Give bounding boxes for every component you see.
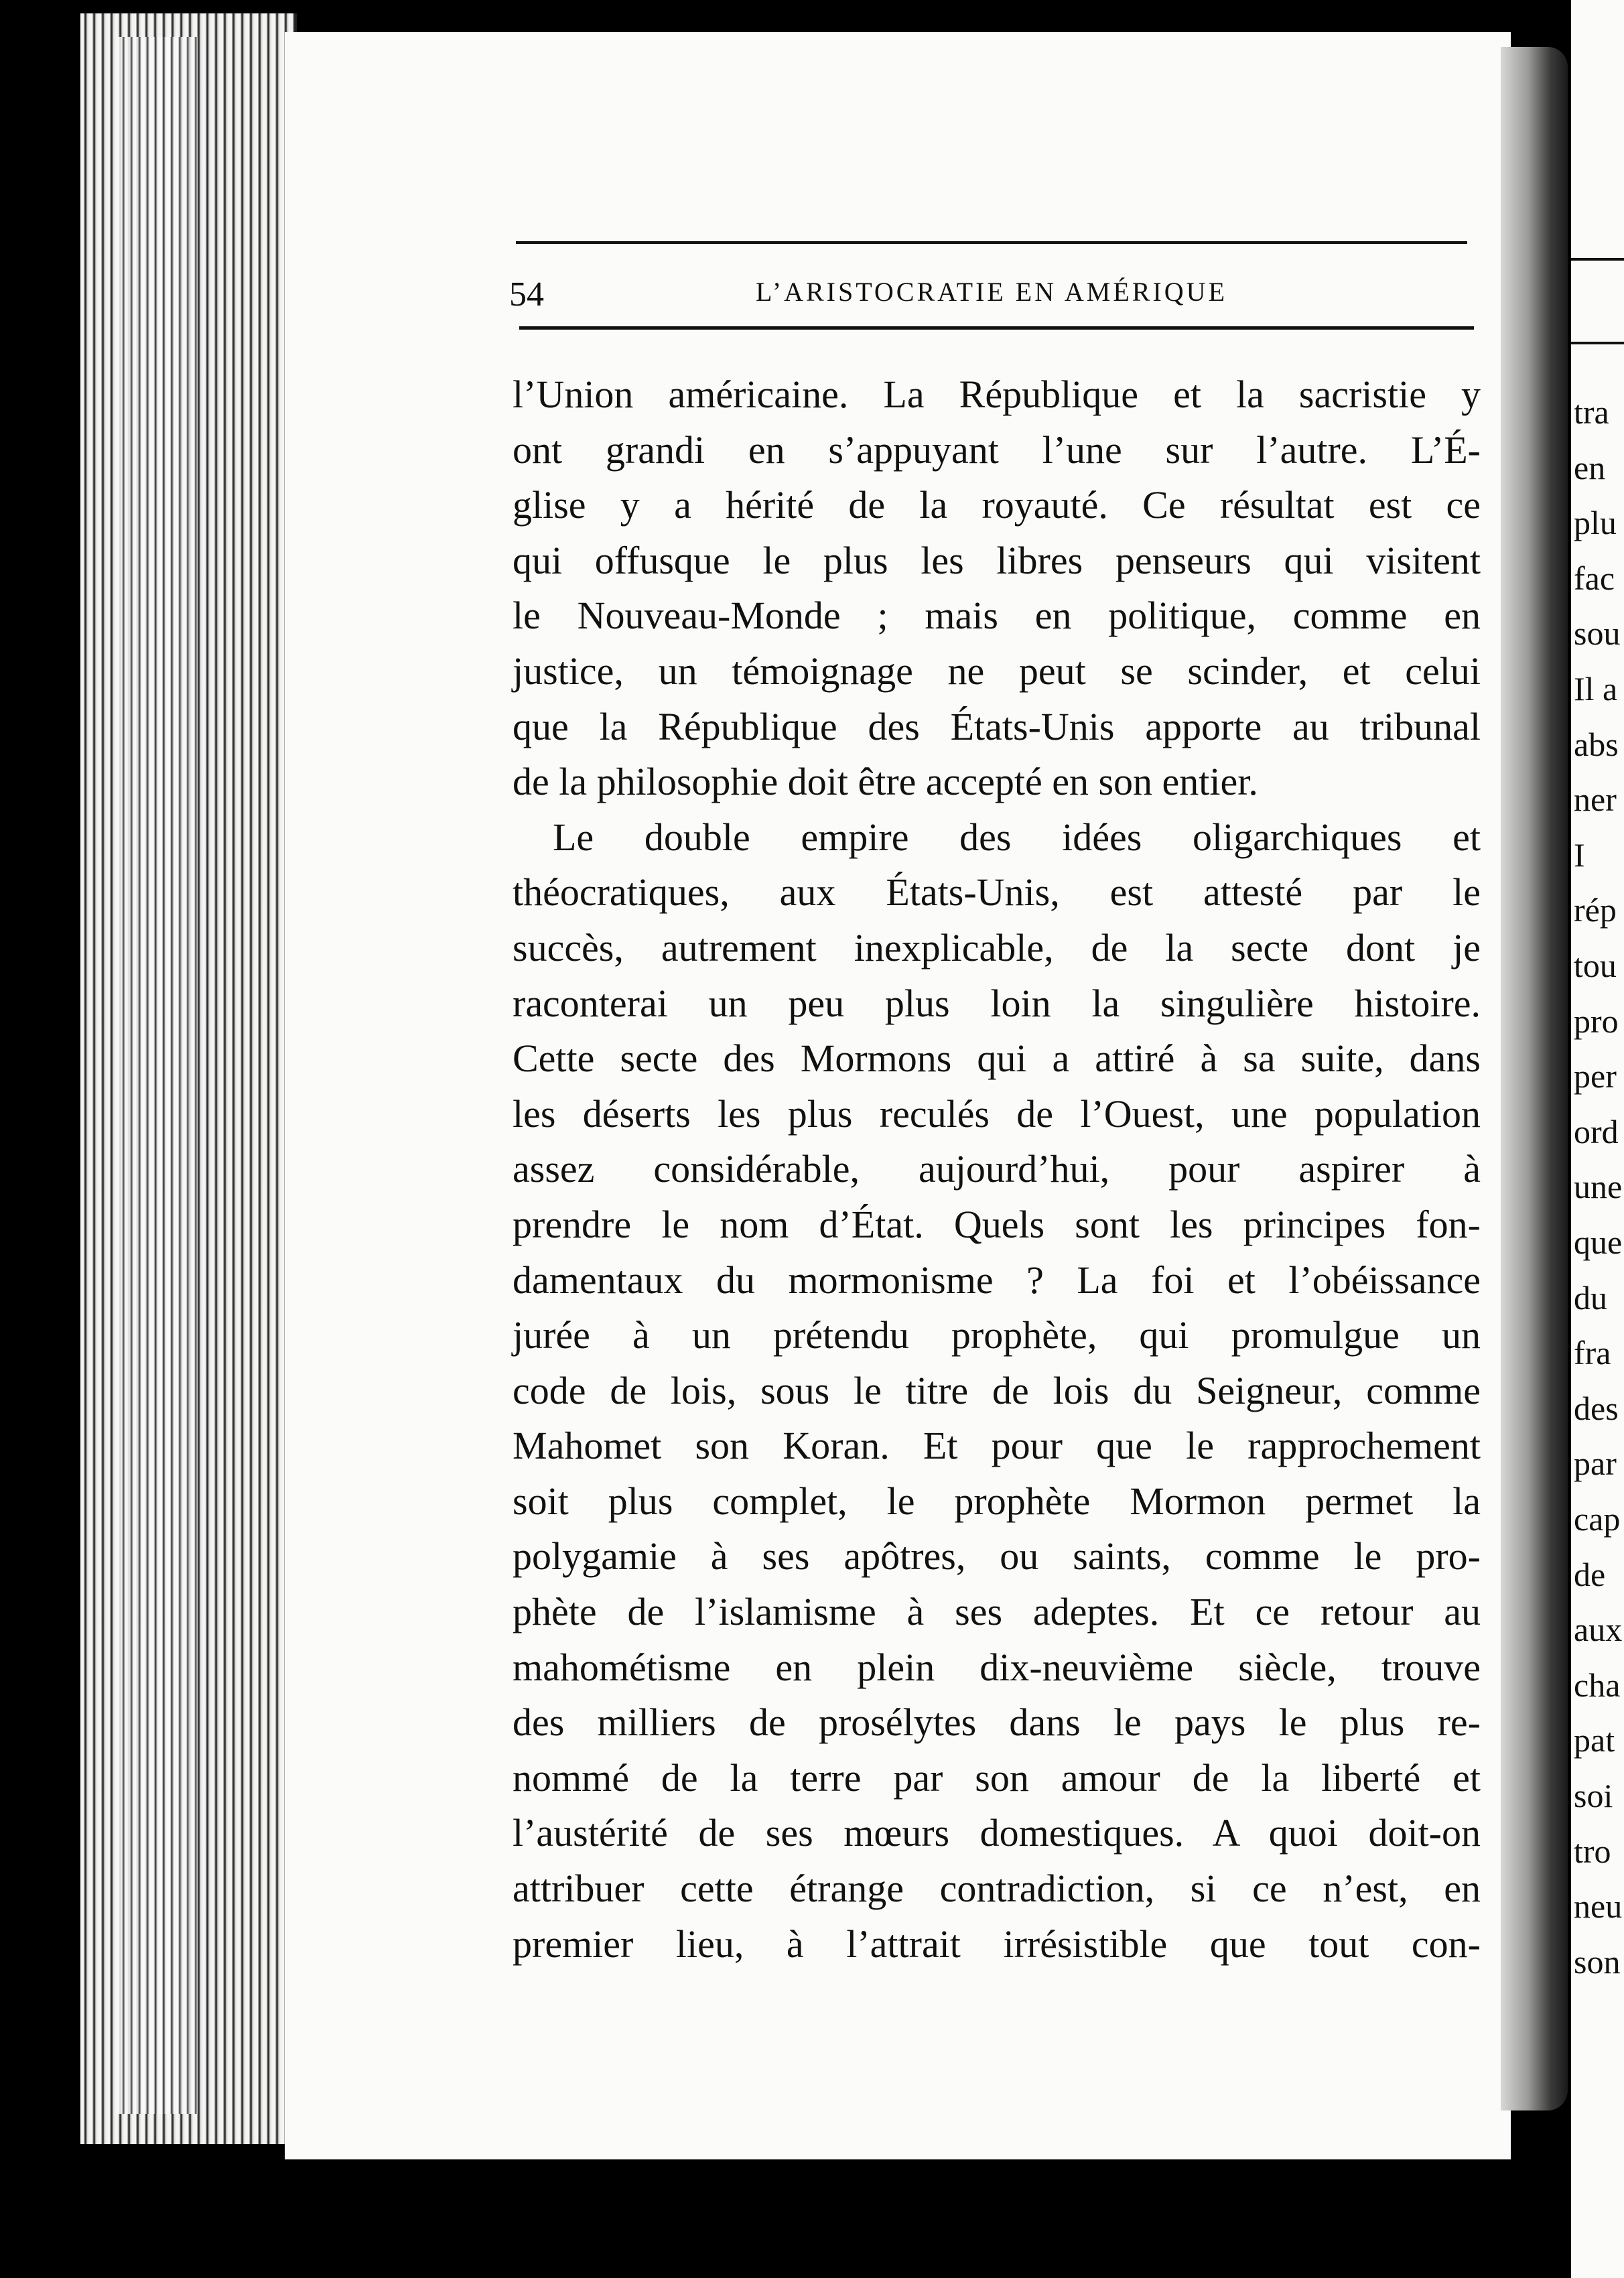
text-line: Cette secte des Mormons qui a attiré à sa suite, dans [513,1036,1481,1081]
text-line: le Nouveau-Monde ; mais en politique, comme en [513,594,1481,638]
next-page-fragment-line: du [1574,1278,1607,1317]
next-page-fragment-line: soi [1574,1777,1613,1814]
next-page-fragment-line: tra [1574,393,1609,431]
text-line: mahométisme en plein dix-neuvième siècle, trouve [513,1645,1481,1689]
header-rule-bottom [519,326,1474,330]
gutter-shadow [1501,47,1568,2110]
next-page-fragment-line: son [1574,1942,1621,1981]
running-title: L’ARISTOCRATIE EN AMÉRIQUE [755,277,1228,307]
next-page-fragment-line: une [1574,1168,1623,1206]
text-line: phète de l’islamisme à ses adeptes. Et ce retour au [513,1590,1481,1634]
next-page-fragment-line: cha [1574,1666,1621,1704]
next-page-fragment-line: ord [1574,1112,1619,1150]
text-line: code de lois, sous le titre de lois du Seigneur, comme [513,1368,1481,1412]
text-line: l’austérité de ses mœurs domestiques. A quoi doit-on [513,1811,1481,1855]
running-head [509,268,1474,315]
next-page-rule [1571,258,1624,261]
text-line: nommé de la terre par son amour de la liberté et [513,1755,1481,1800]
text-line: Le double empire des idées oligarchiques et [553,815,1481,859]
text-line: les déserts les plus reculés de l’Ouest, une population [513,1091,1481,1136]
text-line: assez considérable, aujourd’hui, pour aspirer à [513,1147,1481,1191]
next-page-fragment-line: neu [1574,1887,1623,1926]
text-line: que la République des États-Unis apporte au tribunal [513,704,1481,748]
text-line: théocratiques, aux États-Unis, est attesté par le [513,870,1481,915]
text-line: raconterai un peu plus loin la singulière histoire. [513,981,1481,1025]
text-line: justice, un témoignage ne peut se scinder, et celui [513,649,1481,693]
text-line: soit plus complet, le prophète Mormon permet la [513,1479,1481,1523]
next-page-fragment-line: pro [1574,1002,1619,1040]
body-text [513,367,1481,1972]
text-line: damentaux du mormonisme ? La foi et l’obéissance [513,1258,1481,1302]
header-rule-top [516,241,1467,244]
page-edges-stack [117,37,198,2114]
next-page-fragment-line: de [1574,1555,1606,1593]
next-page-fragment-line: rép [1574,891,1617,929]
next-page-fragment-line: ner [1574,781,1617,819]
next-page-fragment-line: pat [1574,1721,1615,1759]
text-line: l’Union américaine. La République et la sacristie y [513,373,1481,416]
text-line: succès, autrement inexplicable, de la secte dont je [513,925,1481,969]
next-page-fragment-line: en [1574,448,1606,486]
next-page-fragment-line: Il a [1574,670,1618,708]
text-line: de la philosophie doit être accepté en son entier. [513,760,1258,804]
text-line: des milliers de prosélytes dans le pays le plus re- [513,1700,1481,1745]
next-page-fragment-line: sou [1574,614,1621,653]
next-page-fragment-line: tro [1574,1832,1611,1870]
text-line: attribuer cette étrange contradiction, si ce n’est, en [513,1867,1481,1911]
next-page-fragment-line: des [1574,1389,1619,1427]
next-page-fragment-line: abs [1574,725,1619,763]
next-page-fragment [1571,0,1624,2278]
next-page-fragment-line: aux [1574,1611,1623,1649]
next-page-fragment-line: fac [1574,559,1615,597]
next-page-fragment-line: per [1574,1057,1617,1095]
text-line: qui offusque le plus les libres penseurs qui visitent [513,538,1481,582]
text-line: prendre le nom d’État. Quels sont les principes fon- [513,1202,1481,1246]
next-page-fragment-line: tou [1574,947,1617,984]
page-number: 54 [509,275,544,314]
next-page-fragment-line: fra [1574,1334,1611,1372]
next-page-rule [1571,342,1624,344]
text-line: jurée à un prétendu prophète, qui promulgue un [513,1313,1481,1357]
next-page-fragment-line: I [1574,835,1585,874]
next-page-fragment-line: plu [1574,504,1617,542]
next-page-fragment-line: par [1574,1445,1617,1483]
text-line: glise y a hérité de la royauté. Ce résultat est ce [513,483,1481,527]
text-line: premier lieu, à l’attrait irrésistible que tout con- [513,1922,1481,1966]
text-line: Mahomet son Koran. Et pour que le rapprochement [513,1424,1481,1468]
next-page-fragment-line: cap [1574,1500,1621,1538]
text-line: ont grandi en s’appuyant l’une sur l’autre. L’É- [513,427,1481,472]
next-page-fragment-line: que [1574,1223,1623,1261]
text-line: polygamie à ses apôtres, ou saints, comme le pro- [513,1534,1481,1579]
